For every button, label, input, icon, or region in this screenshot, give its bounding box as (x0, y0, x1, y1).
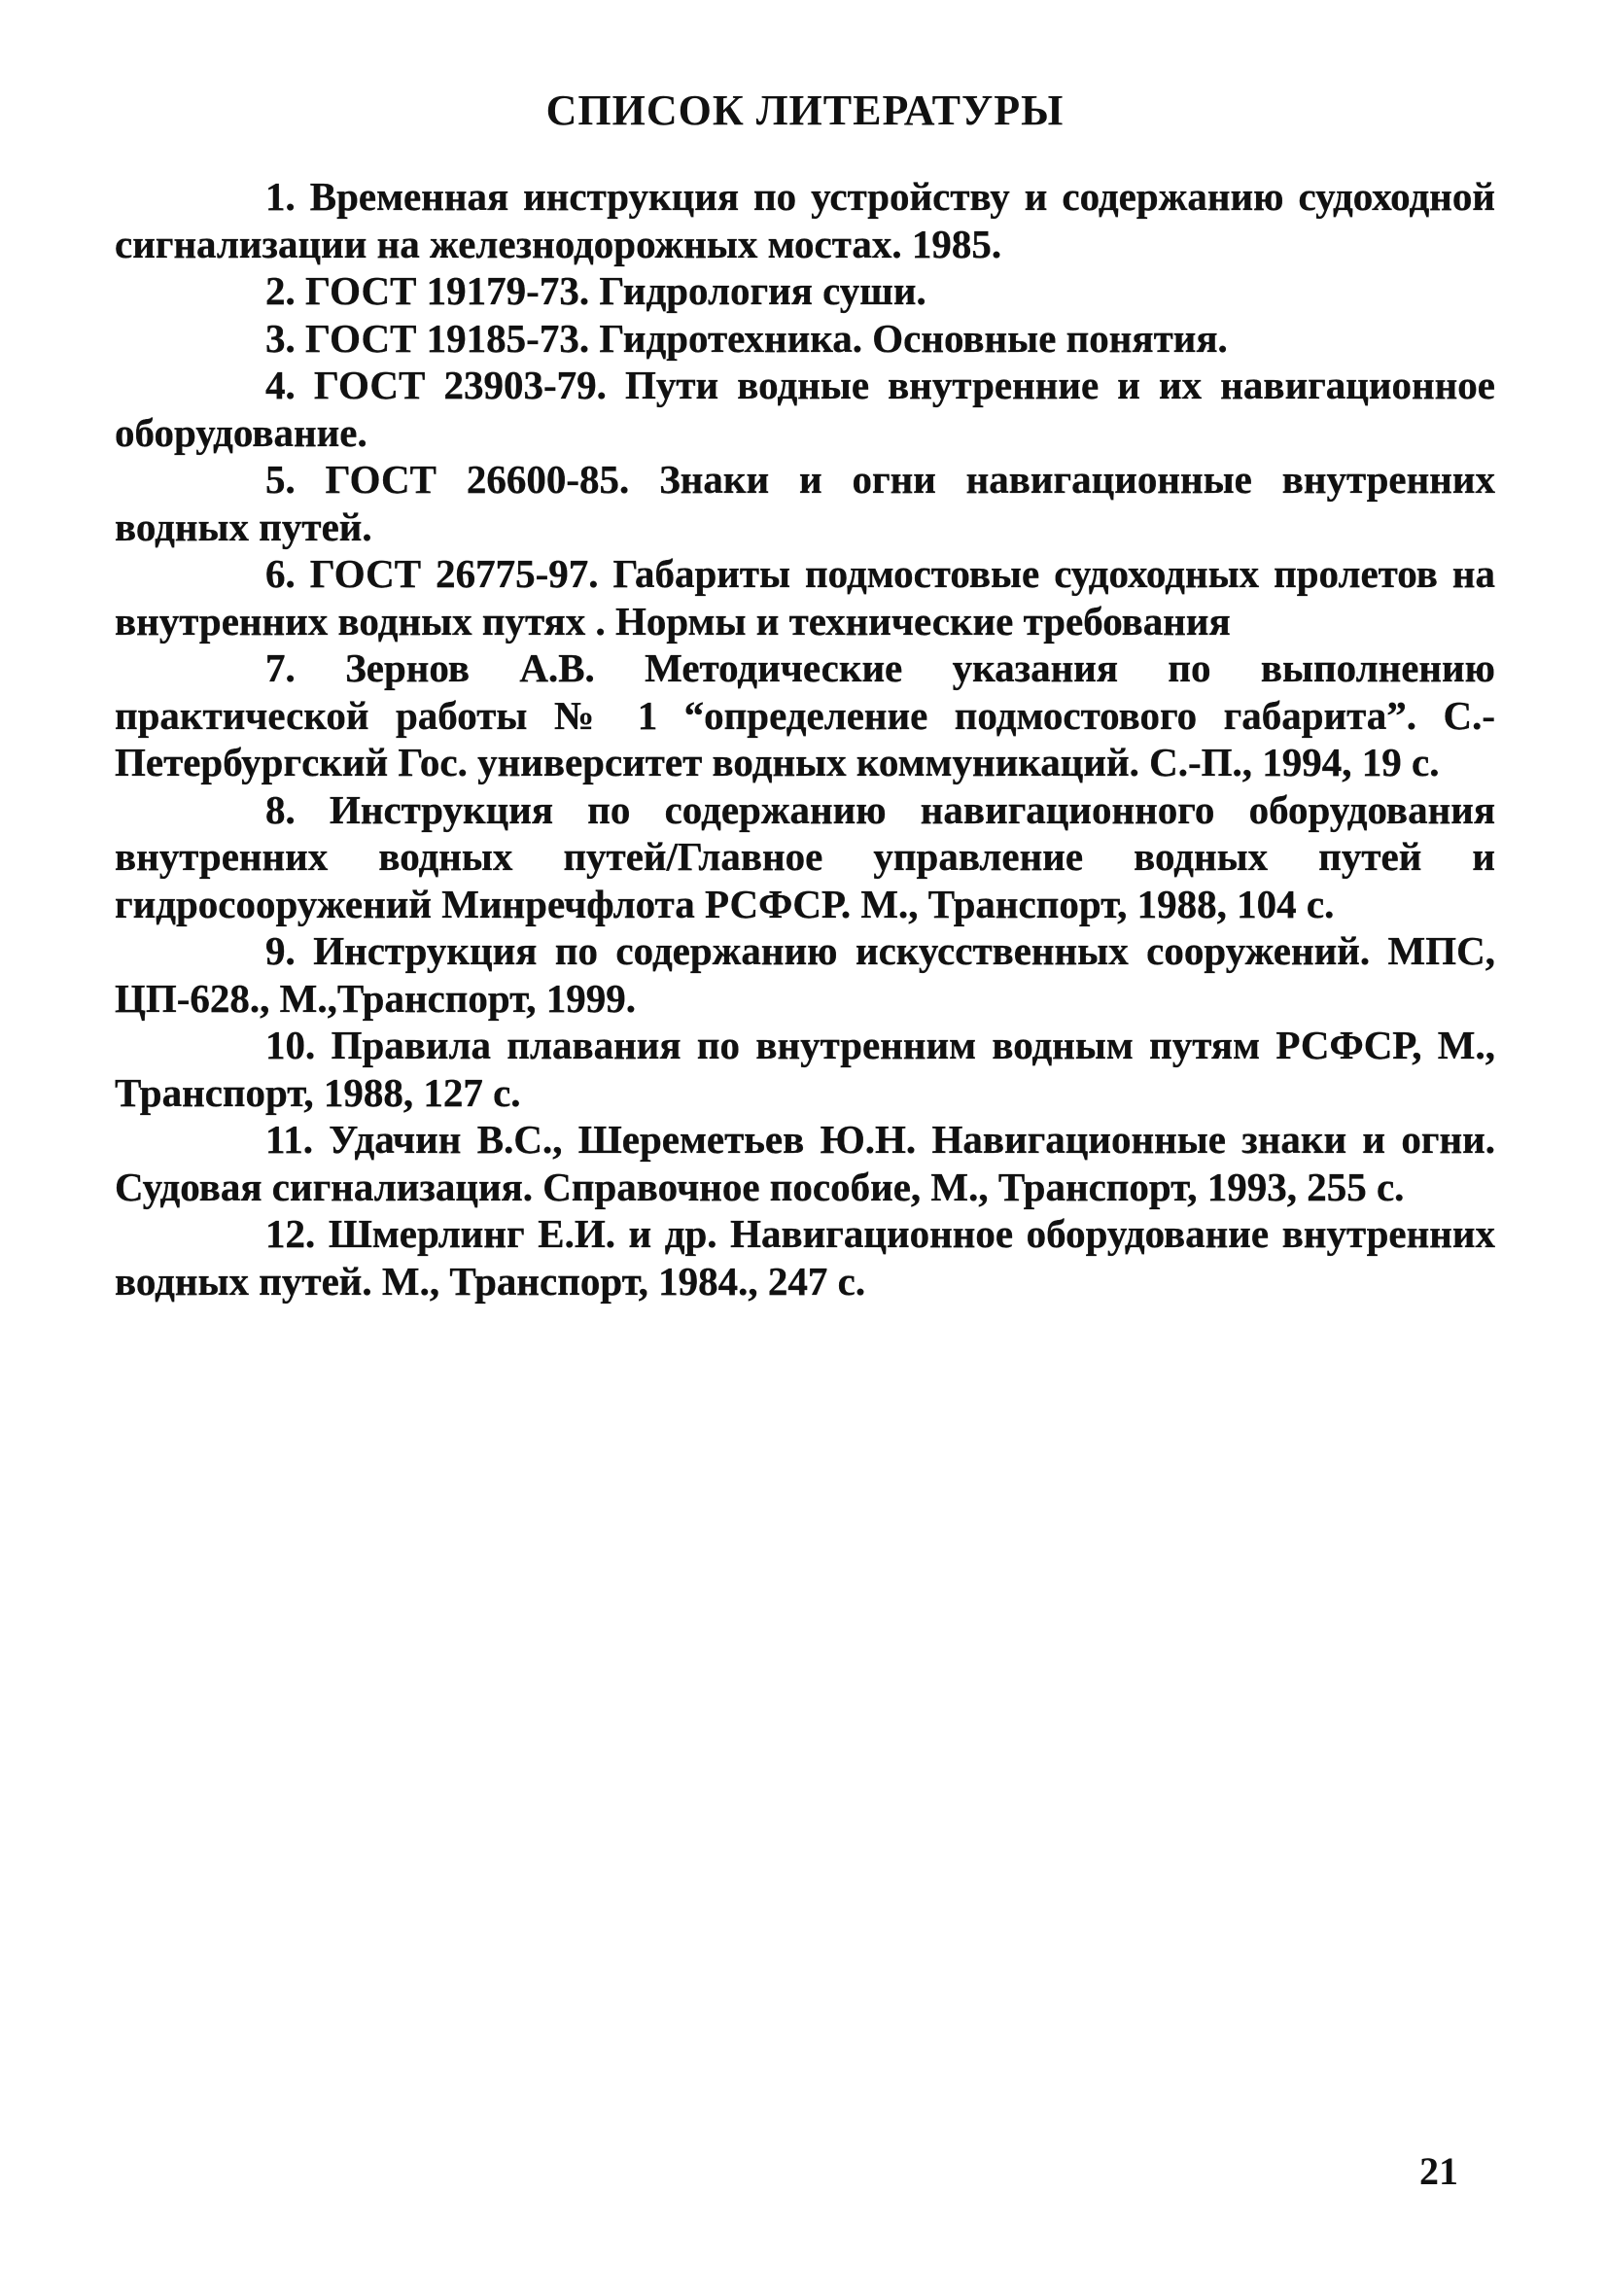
reference-item: 9. Инструкция по содержанию искусственных сооружений. МПС, ЦП-628., М.,Транспорт, 1999. (115, 928, 1495, 1021)
reference-item: 1. Временная инструкция по устройству и содержанию судоходной сигнализации на железнодорожных мостах. 1985. (115, 174, 1495, 266)
page-number: 21 (1419, 2149, 1458, 2193)
reference-item: 3. ГОСТ 19185-73. Гидротехника. Основные понятия. (265, 315, 1228, 361)
reference-item: 12. Шмерлинг Е.И. и др. Навигационное оборудование внутренних водных путей. М., Транспорт, 1984., 247 с. (115, 1211, 1495, 1304)
reference-item: 6. ГОСТ 26775-97. Габариты подмостовые судоходных пролетов на внутренних водных путях . Нормы и технические требования (115, 551, 1495, 644)
reference-item: 11. Удачин В.С., Шереметьев Ю.Н. Навигационные знаки и огни. Судовая сигнализация. Справочное пособие, М., Транспорт, 1993, 255 с. (115, 1117, 1495, 1209)
reference-item: 4. ГОСТ 23903-79. Пути водные внутренние и их навигационное оборудование. (115, 363, 1495, 455)
reference-list (115, 173, 1495, 1305)
reference-item: 5. ГОСТ 26600-85. Знаки и огни навигационные внутренних водных путей. (115, 457, 1495, 549)
reference-item: 8. Инструкция по содержанию навигационного оборудования внутренних водных путей/Главное управление водных путей и гидросооружений Минречфлота РСФСР. М., Транспорт, 1988, 104 с. (115, 786, 1495, 926)
page-title: СПИСОК ЛИТЕРАТУРЫ (545, 87, 1065, 134)
reference-item: 10. Правила плавания по внутренним водным путям РСФСР, М., Транспорт, 1988, 127 с. (115, 1023, 1495, 1115)
reference-item: 2. ГОСТ 19179-73. Гидрология суши. (265, 268, 926, 313)
reference-item: 7. Зернов А.В. Методические указания по выполнению практической работы № 1 “определение подмостового габарита”. С.-Петербургский Гос. университет водных коммуникаций. С.-П., 1994, 19 с. (115, 645, 1495, 784)
